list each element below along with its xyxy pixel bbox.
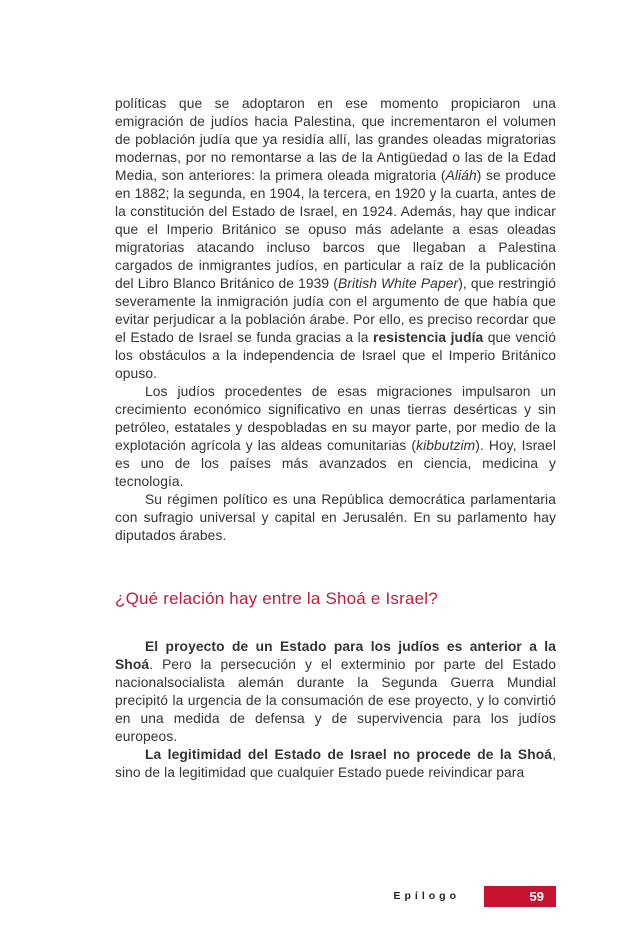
text-run: políticas que se adoptaron en ese momento propiciaron una emigración de judíos hacia Palestina, que incrementaron el volumen de población judía que ya residía allí, las grandes oleadas migratorias modernas, por no remontarse a las de la Antigüedad o las de la Edad Media, son anteriores: la primera oleada migratoria ( [115, 96, 556, 183]
section-heading: ¿Qué relación hay entre la Shoá e Israel? [115, 589, 438, 608]
body-paragraph-4 [115, 638, 556, 746]
text-run: ), que restringió severamente la inmigración judía con el argumento de que había que evitar perjudicar a la población árabe. Por ello, es preciso recordar que el Estado de Israel se funda gracias a la [115, 276, 557, 345]
body-paragraph-1 [115, 95, 556, 383]
text-run: , sino de la legitimidad que cualquier Estado puede reivindicar para [115, 747, 556, 780]
text-run: Los judíos procedentes de esas migraciones impulsaron un crecimiento económico significativo en unas tierras desérticas y sin petróleo, estatales y despobladas en su mayor parte, por medio de la explotación agrícola y las aldeas comunitarias ( [115, 384, 556, 453]
body-paragraph-5 [115, 746, 556, 782]
footer-section-label: Epílogo [393, 890, 460, 902]
page-number-badge: 59 [484, 886, 556, 907]
bold-term-resistencia-judia: resistencia judía [372, 330, 484, 345]
italic-term-kibbutzim: kibbutzim [416, 438, 476, 453]
text-run: Su régimen político es una República democrática parlamentaria con sufragio universal y capital en Jerusalén. En su parlamento hay diputados árabes. [115, 492, 556, 543]
body-paragraph-2 [115, 383, 556, 491]
bold-lead-sentence: La legitimidad del Estado de Israel no procede de la Shoá [145, 747, 553, 762]
text-run: ). Hoy, Israel es uno de los países más avanzados en ciencia, medicina y tecnología. [115, 438, 556, 489]
body-paragraph-3 [115, 491, 556, 545]
text-run: . Pero la persecución y el exterminio por parte del Estado nacionalsocialista alemán durante la Segunda Guerra Mundial precipitó la urgencia de la consumación de ese proyecto, y lo convirtió en una medida de defensa y de supervivencia para los judíos europeos. [115, 657, 556, 744]
italic-term-aliah: Aliáh [445, 168, 477, 183]
italic-term-british-white-paper: British White Paper [337, 276, 459, 291]
text-run: que venció los obstáculos a la independencia de Israel que el Imperio Británico opuso. [115, 330, 556, 381]
text-run: ) se produce en 1882; la segunda, en 1904, la tercera, en 1920 y la cuarta, antes de la constitución del Estado de Israel, en 1924. Además, hay que indicar que el Imperio Británico se opuso más adelante a esas oleadas migratorias atacando incluso barcos que llegaban a Palestina cargados de inmigrantes judíos, en particular a raíz de la publicación del Libro Blanco Británico de 1939 ( [115, 168, 556, 291]
bold-lead-sentence: El proyecto de un Estado para los judíos es anterior a la Shoá [115, 639, 556, 672]
text-column [115, 95, 556, 782]
